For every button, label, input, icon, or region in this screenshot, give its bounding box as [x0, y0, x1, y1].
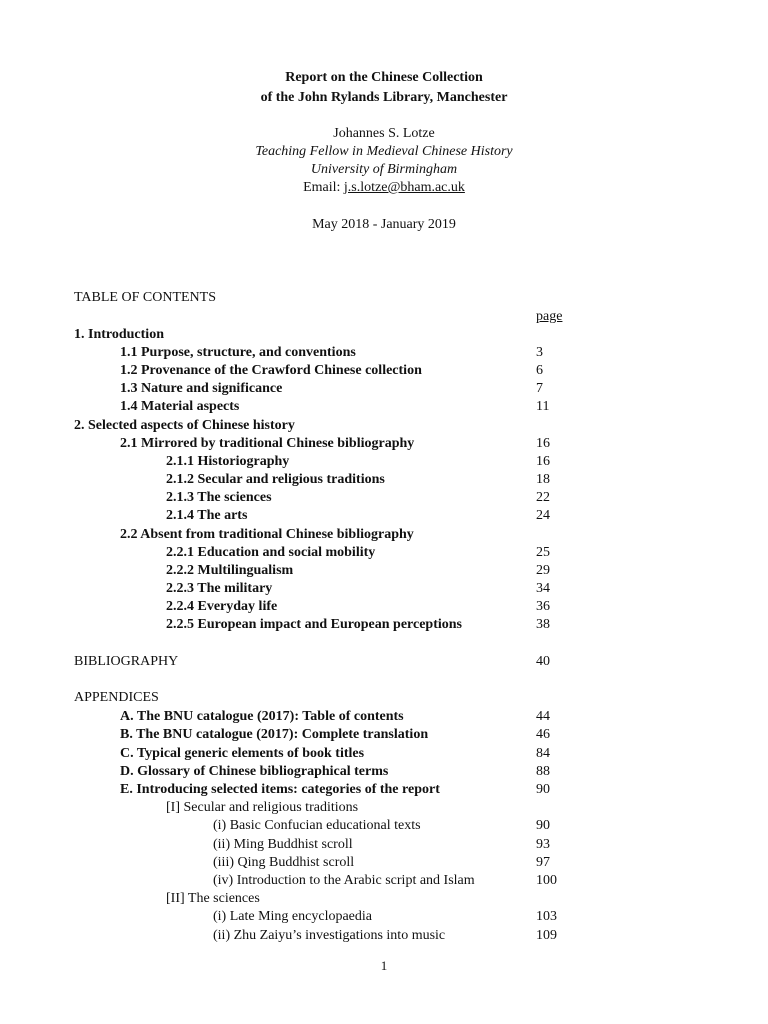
- toc-entry[interactable]: [0, 562, 768, 580]
- toc-entry-page: 109: [536, 928, 557, 943]
- toc-entry[interactable]: [0, 616, 768, 634]
- toc-entry-label: [II] The sciences: [166, 891, 260, 906]
- toc-entry-label: 2.1.3 The sciences: [166, 490, 272, 505]
- toc-entry-label: 2. Selected aspects of Chinese history: [74, 418, 295, 433]
- toc-entry-label: 2.1.1 Historiography: [166, 454, 290, 469]
- toc-entry[interactable]: [0, 836, 768, 854]
- author-position: Teaching Fellow in Medieval Chinese History: [255, 144, 513, 159]
- toc-entry-page: 93: [536, 837, 550, 852]
- toc-entry-label: 2.2.5 European impact and European perceptions: [166, 617, 462, 632]
- author-email-line: [0, 179, 768, 197]
- toc-entry[interactable]: [0, 708, 768, 726]
- author-name: Johannes S. Lotze: [333, 126, 435, 141]
- toc-entry-label: 1.4 Material aspects: [120, 399, 240, 414]
- toc-page-column-label: page: [536, 309, 563, 324]
- toc-entry-page: 11: [536, 399, 550, 414]
- toc-entry-label: 2.1.4 The arts: [166, 508, 248, 523]
- toc-entry[interactable]: [0, 362, 768, 380]
- toc-entry[interactable]: [0, 908, 768, 926]
- report-title-line-1: Report on the Chinese Collection: [285, 70, 483, 85]
- toc-entry-label: 2.1 Mirrored by traditional Chinese bibliography: [120, 436, 415, 451]
- toc-entry[interactable]: [0, 763, 768, 781]
- toc-entry[interactable]: [0, 817, 768, 835]
- toc-entry[interactable]: [0, 799, 768, 817]
- toc-entry-page: 88: [536, 764, 550, 779]
- toc-entry-label: 1.3 Nature and significance: [120, 381, 283, 396]
- toc-entry-label: (ii) Ming Buddhist scroll: [213, 837, 353, 852]
- toc-entry[interactable]: [0, 417, 768, 435]
- toc-entry[interactable]: [0, 398, 768, 416]
- toc-entry[interactable]: [0, 489, 768, 507]
- toc-entry[interactable]: [0, 781, 768, 799]
- toc-entry-page: 97: [536, 855, 550, 870]
- toc-heading: TABLE OF CONTENTS: [74, 290, 216, 305]
- toc-entry[interactable]: [0, 544, 768, 562]
- email-link[interactable]: j.s.lotze@bham.ac.uk: [343, 180, 465, 195]
- toc-entry[interactable]: [0, 872, 768, 890]
- email-prefix: Email:: [303, 180, 344, 195]
- toc-entry[interactable]: [0, 927, 768, 945]
- toc-entry-label: (i) Basic Confucian educational texts: [213, 818, 421, 833]
- toc-entry[interactable]: [0, 326, 768, 344]
- toc-entry-page: 16: [536, 436, 550, 451]
- appendices-heading: APPENDICES: [74, 690, 159, 705]
- toc-entry-label: 1.1 Purpose, structure, and conventions: [120, 345, 356, 360]
- toc-entry-label: (ii) Zhu Zaiyu’s investigations into music: [213, 928, 446, 943]
- toc-entry-label: 2.1.2 Secular and religious traditions: [166, 472, 385, 487]
- toc-entry-label: [I] Secular and religious traditions: [166, 800, 359, 815]
- toc-entry-page: 38: [536, 617, 550, 632]
- toc-entry-page: 22: [536, 490, 550, 505]
- toc-entry-page: 44: [536, 709, 550, 724]
- report-title-line-2: of the John Rylands Library, Manchester: [260, 90, 508, 105]
- toc-entry-page: 40: [536, 654, 550, 669]
- toc-entry-page: 103: [536, 909, 557, 924]
- author-institution: University of Birmingham: [310, 162, 458, 177]
- toc-entry-page: 36: [536, 599, 550, 614]
- toc-entry[interactable]: [0, 507, 768, 525]
- toc-entry-label: (i) Late Ming encyclopaedia: [213, 909, 372, 924]
- toc-entry-label: B. The BNU catalogue (2017): Complete translation: [120, 727, 429, 742]
- toc-entry[interactable]: [0, 745, 768, 763]
- toc-entry-page: 18: [536, 472, 550, 487]
- toc-entry-label: BIBLIOGRAPHY: [74, 654, 179, 669]
- toc-entry-page: 29: [536, 563, 550, 578]
- toc-entry-page: 90: [536, 818, 550, 833]
- toc-entry[interactable]: [0, 854, 768, 872]
- toc-entry-label: A. The BNU catalogue (2017): Table of contents: [120, 709, 404, 724]
- toc-entry-label: 2.2.3 The military: [166, 581, 273, 596]
- toc-entry[interactable]: [0, 344, 768, 362]
- toc-entry-label: (iv) Introduction to the Arabic script and Islam: [213, 873, 475, 888]
- toc-entry[interactable]: [0, 453, 768, 471]
- toc-entry-label: 2.2 Absent from traditional Chinese bibliography: [120, 527, 414, 542]
- toc-entry[interactable]: [0, 580, 768, 598]
- toc-entry-label: 2.2.1 Education and social mobility: [166, 545, 376, 560]
- toc-entry-page: 25: [536, 545, 550, 560]
- toc-entry-page: 34: [536, 581, 550, 596]
- toc-entry[interactable]: [0, 726, 768, 744]
- toc-entry-page: 6: [536, 363, 543, 378]
- toc-entry-page: 84: [536, 746, 550, 761]
- toc-entry-page: 7: [536, 381, 543, 396]
- toc-entry-page: 46: [536, 727, 550, 742]
- toc-entry-label: 2.2.2 Multilingualism: [166, 563, 294, 578]
- toc-entry-label: E. Introducing selected items: categories of the report: [120, 782, 440, 797]
- toc-entry-page: 16: [536, 454, 550, 469]
- report-date: May 2018 - January 2019: [312, 217, 456, 232]
- toc-entry-label: D. Glossary of Chinese bibliographical terms: [120, 764, 389, 779]
- toc-entry-label: 1.2 Provenance of the Crawford Chinese collection: [120, 363, 422, 378]
- toc-entry-label: (iii) Qing Buddhist scroll: [213, 855, 355, 870]
- toc-entry-page: 24: [536, 508, 550, 523]
- toc-entry[interactable]: [0, 380, 768, 398]
- toc-entry[interactable]: [0, 598, 768, 616]
- toc-entry[interactable]: [0, 526, 768, 544]
- toc-entry-label: 1. Introduction: [74, 327, 164, 342]
- page-number: 1: [380, 958, 388, 973]
- toc-entry-bibliography[interactable]: [0, 653, 768, 671]
- toc-entry-label: 2.2.4 Everyday life: [166, 599, 278, 614]
- toc-entry-page: 100: [536, 873, 557, 888]
- toc-entry[interactable]: [0, 435, 768, 453]
- toc-entry[interactable]: [0, 890, 768, 908]
- toc-entry[interactable]: [0, 471, 768, 489]
- toc-entry-page: 90: [536, 782, 550, 797]
- toc-entry-page: 3: [536, 345, 543, 360]
- toc-entry-label: C. Typical generic elements of book titles: [120, 746, 365, 761]
